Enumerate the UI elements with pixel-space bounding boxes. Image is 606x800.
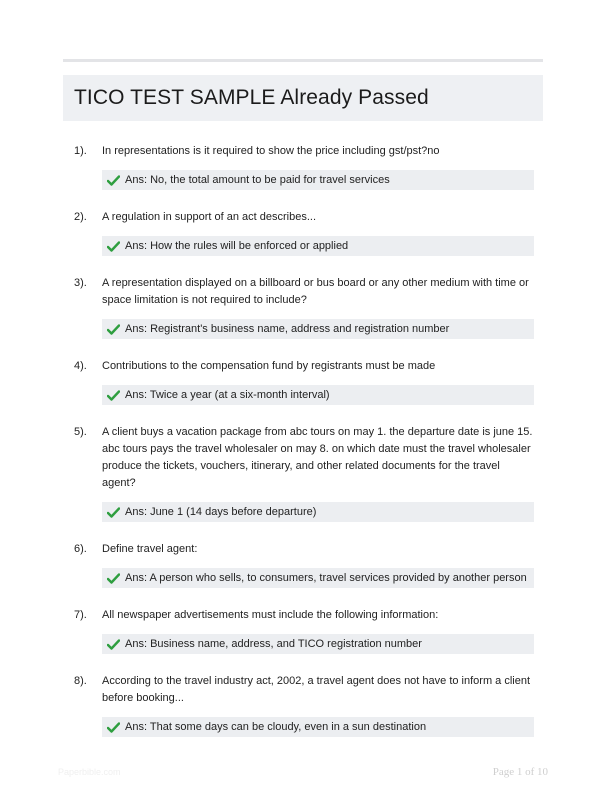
question-item xyxy=(74,275,534,339)
question-number: 6). xyxy=(74,543,87,555)
top-divider xyxy=(63,59,543,62)
question-text: All newspaper advertisements must include the following information: xyxy=(102,609,439,621)
question-number: 3). xyxy=(74,277,87,289)
check-icon xyxy=(107,241,120,252)
answer-text: Ans: Registrant's business name, address and registration number xyxy=(125,323,450,335)
answer-box xyxy=(102,634,534,654)
question-item xyxy=(74,358,534,405)
answer-text: Ans: June 1 (14 days before departure) xyxy=(125,506,317,518)
title-bar xyxy=(63,75,543,121)
question-text: According to the travel industry act, 2002, a travel agent does not have to inform a client before booking... xyxy=(102,675,531,704)
check-icon xyxy=(107,390,120,401)
page-indicator: Page 1 of 10 xyxy=(492,766,548,778)
question-text: A regulation in support of an act describes... xyxy=(102,211,317,223)
footer-watermark: Paperbible.com xyxy=(58,767,121,777)
question-text: A representation displayed on a billboard or bus board or any other medium with time or space limitation is not required to include? xyxy=(102,277,529,306)
check-icon xyxy=(107,324,120,335)
question-item xyxy=(74,607,534,654)
answer-box xyxy=(102,502,534,522)
answer-box xyxy=(102,568,534,588)
answer-text: Ans: A person who sells, to consumers, travel services provided by another person xyxy=(125,572,527,584)
question-number: 4). xyxy=(74,360,87,372)
answer-box xyxy=(102,385,534,405)
check-icon xyxy=(107,639,120,650)
question-item xyxy=(74,209,534,256)
check-icon xyxy=(107,175,120,186)
answer-text: Ans: No, the total amount to be paid for travel services xyxy=(125,174,390,186)
page-title: TICO TEST SAMPLE Already Passed xyxy=(74,86,429,109)
question-number: 7). xyxy=(74,609,87,621)
check-icon xyxy=(107,573,120,584)
question-item xyxy=(74,673,534,737)
question-number: 5). xyxy=(74,426,87,438)
answer-box xyxy=(102,717,534,737)
check-icon xyxy=(107,507,120,518)
answer-text: Ans: That some days can be cloudy, even in a sun destination xyxy=(125,721,427,733)
answer-text: Ans: Business name, address, and TICO registration number xyxy=(125,638,422,650)
question-text: Define travel agent: xyxy=(102,543,198,555)
question-text: Contributions to the compensation fund by registrants must be made xyxy=(102,360,436,372)
question-item xyxy=(74,424,534,522)
answer-text: Ans: How the rules will be enforced or applied xyxy=(125,240,349,252)
question-item xyxy=(74,541,534,588)
check-icon xyxy=(107,722,120,733)
answer-box xyxy=(102,319,534,339)
question-list xyxy=(74,143,534,756)
question-number: 8). xyxy=(74,675,87,687)
question-text: In representations is it required to show the price including gst/pst?no xyxy=(102,145,440,157)
answer-box xyxy=(102,236,534,256)
question-number: 2). xyxy=(74,211,87,223)
answer-box xyxy=(102,170,534,190)
answer-text: Ans: Twice a year (at a six-month interval) xyxy=(125,389,330,401)
question-item xyxy=(74,143,534,190)
question-number: 1). xyxy=(74,145,87,157)
question-text: A client buys a vacation package from abc tours on may 1. the departure date is june 15. abc tours pays the travel wholesaler on may 8. on which date must the travel wholesaler produce the tickets, vouchers, itinerary, and other related documents for the travel agent? xyxy=(102,426,533,489)
